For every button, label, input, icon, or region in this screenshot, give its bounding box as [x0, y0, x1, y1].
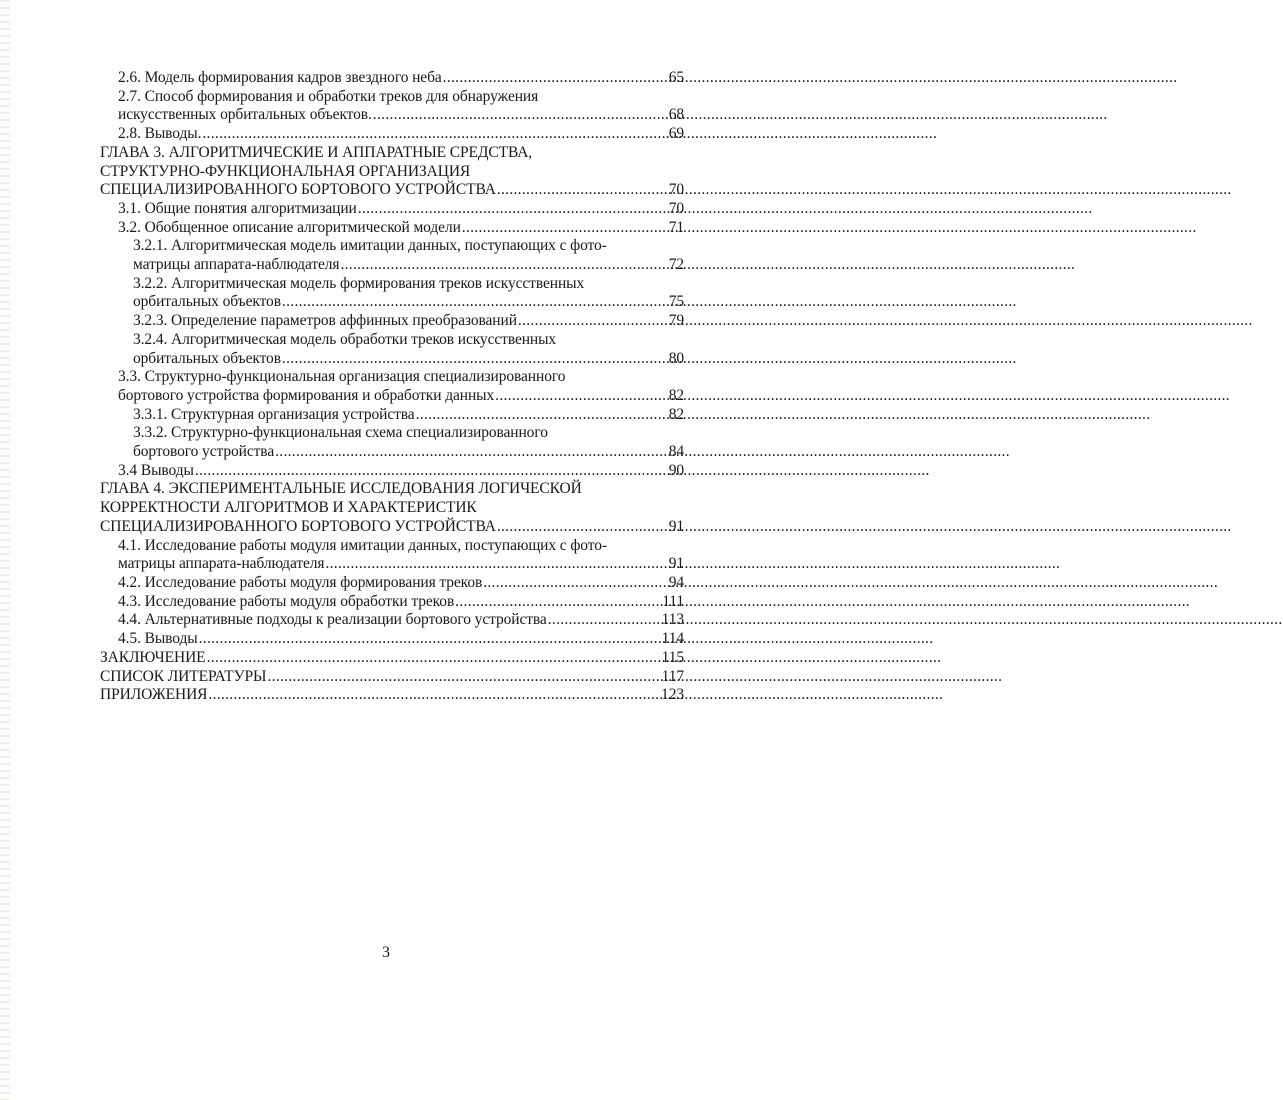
toc-entry-title-cont: искусственных орбитальных объектов. [118, 106, 372, 124]
toc-entry-page: 117 [661, 667, 684, 685]
toc-entry-page: 91 [668, 555, 684, 573]
toc-entry [100, 537, 684, 574]
toc-entry-page: 80 [668, 349, 684, 367]
toc-entry-page: 71 [668, 218, 684, 236]
toc-chapter [100, 480, 684, 536]
toc-entry-title: 3.2. Обобщенное описание алгоритмической модели [118, 218, 461, 236]
table-of-contents [100, 69, 684, 705]
toc-chapter [100, 144, 684, 200]
toc-chapter-title: СПИСОК ЛИТЕРАТУРЫ [100, 667, 267, 685]
toc-chapter-title-cont: СПЕЦИАЛИЗИРОВАННОГО БОРТОВОГО УСТРОЙСТВА [100, 181, 496, 199]
toc-chapter-title: ПРИЛОЖЕНИЯ [100, 686, 208, 704]
page-number: 3 [382, 944, 390, 961]
scan-edge-artifact [0, 0, 10, 1100]
toc-entry-page: 65 [668, 69, 684, 86]
toc-entry-page: 69 [668, 125, 684, 143]
toc-entry-title-cont: орбитальных объектов [133, 293, 281, 311]
toc-chapter [100, 649, 684, 668]
toc-entry [100, 88, 684, 125]
toc-entry-title-cont: бортового устройства [133, 443, 275, 461]
toc-entry-page: 72 [668, 256, 684, 274]
toc-entry-page: 115 [661, 648, 684, 666]
toc-entry-page: 82 [668, 405, 684, 423]
toc-entry-title: 3.2.2. Алгоритмическая модель формирования треков искусственных [133, 274, 585, 292]
toc-subentry [100, 331, 684, 368]
toc-entry-page: 94 [668, 573, 684, 591]
toc-entry [100, 200, 684, 219]
toc-entry-page: 114 [661, 630, 684, 648]
toc-entry-title: 4.1. Исследование работы модуля имитации данных, поступающих с фото- [118, 536, 607, 554]
toc-chapter-title: ГЛАВА 4. ЭКСПЕРИМЕНТАЛЬНЫЕ ИССЛЕДОВАНИЯ ЛОГИЧЕСКОЙ [100, 480, 582, 498]
toc-entry-title-cont: матрицы аппарата-наблюдателя [118, 555, 325, 573]
toc-entry [100, 574, 684, 593]
toc-entry-page: 111 [662, 592, 684, 610]
toc-chapter [100, 686, 684, 705]
toc-chapter-title: ГЛАВА 3. АЛГОРИТМИЧЕСКИЕ И АППАРАТНЫЕ СРЕДСТВА, [100, 143, 533, 161]
toc-entry-page: 75 [668, 293, 684, 311]
toc-entry [100, 593, 684, 612]
toc-subentry [100, 275, 684, 312]
toc-chapter-title-cont: КОРРЕКТНОСТИ АЛГОРИТМОВ И ХАРАКТЕРИСТИК [100, 499, 477, 517]
toc-subentry [100, 406, 684, 425]
toc-entry-title-cont: матрицы аппарата-наблюдателя [133, 256, 340, 274]
toc-entry-page: 84 [668, 443, 684, 461]
toc-entry-page: 79 [668, 312, 684, 330]
toc-entry-page: 70 [668, 181, 684, 199]
toc-entry-title-cont: бортового устройства формирования и обработки данных [118, 386, 495, 404]
toc-entry-page: 82 [668, 386, 684, 404]
toc-entry [100, 219, 684, 238]
toc-entry-title: 2.7. Способ формирования и обработки треков для обнаружения [118, 87, 539, 105]
toc-entry-title: 4.2. Исследование работы модуля формирования треков [118, 573, 483, 591]
toc-chapter [100, 668, 684, 687]
toc-entry [100, 69, 684, 88]
toc-entry [100, 125, 684, 144]
toc-entry-title: 3.3.1. Структурная организация устройства [133, 405, 415, 423]
toc-entry-title: 2.6. Модель формирования кадров звездного неба [118, 69, 442, 86]
toc-entry-title: 3.3. Структурно-функциональная организация специализированного [118, 368, 566, 386]
toc-entry [100, 630, 684, 649]
toc-entry-page: 70 [668, 199, 684, 217]
toc-entry [100, 611, 684, 630]
toc-entry-title: 4.4. Альтернативные подходы к реализации бортового устройства [118, 611, 547, 629]
toc-entry-title-cont: орбитальных объектов [133, 349, 281, 367]
toc-entry [100, 462, 684, 481]
toc-entry [100, 368, 684, 405]
toc-entry-title: 3.1. Общие понятия алгоритмизации [118, 199, 357, 217]
toc-entry-title: 3.2.4. Алгоритмическая модель обработки треков искусственных [133, 330, 557, 348]
toc-subentry [100, 237, 684, 274]
toc-entry-title: 3.2.3. Определение параметров аффинных преобразований [133, 312, 517, 330]
toc-entry-page: 113 [661, 611, 684, 629]
toc-entry-page: 90 [668, 461, 684, 479]
toc-entry-title: 4.3. Исследование работы модуля обработки треков [118, 592, 455, 610]
toc-entry-title: 3.2.1. Алгоритмическая модель имитации данных, поступающих с фото- [133, 237, 607, 255]
toc-chapter-title: ЗАКЛЮЧЕНИЕ [100, 648, 206, 666]
toc-entry-page: 68 [668, 106, 684, 124]
toc-entry-page: 91 [668, 517, 684, 535]
toc-entry-title: 2.8. Выводы. [118, 125, 202, 143]
toc-entry-page: 123 [661, 686, 684, 704]
toc-entry-title: 3.4 Выводы [118, 461, 194, 479]
toc-chapter-title-cont: СПЕЦИАЛИЗИРОВАННОГО БОРТОВОГО УСТРОЙСТВА [100, 517, 496, 535]
toc-chapter-title-cont: СТРУКТУРНО-ФУНКЦИОНАЛЬНАЯ ОРГАНИЗАЦИЯ [100, 162, 471, 180]
toc-entry-title: 3.3.2. Структурно-функциональная схема специализированного [133, 424, 548, 442]
toc-subentry [100, 312, 684, 331]
toc-entry-title: 4.5. Выводы [118, 630, 198, 648]
toc-subentry [100, 424, 684, 461]
